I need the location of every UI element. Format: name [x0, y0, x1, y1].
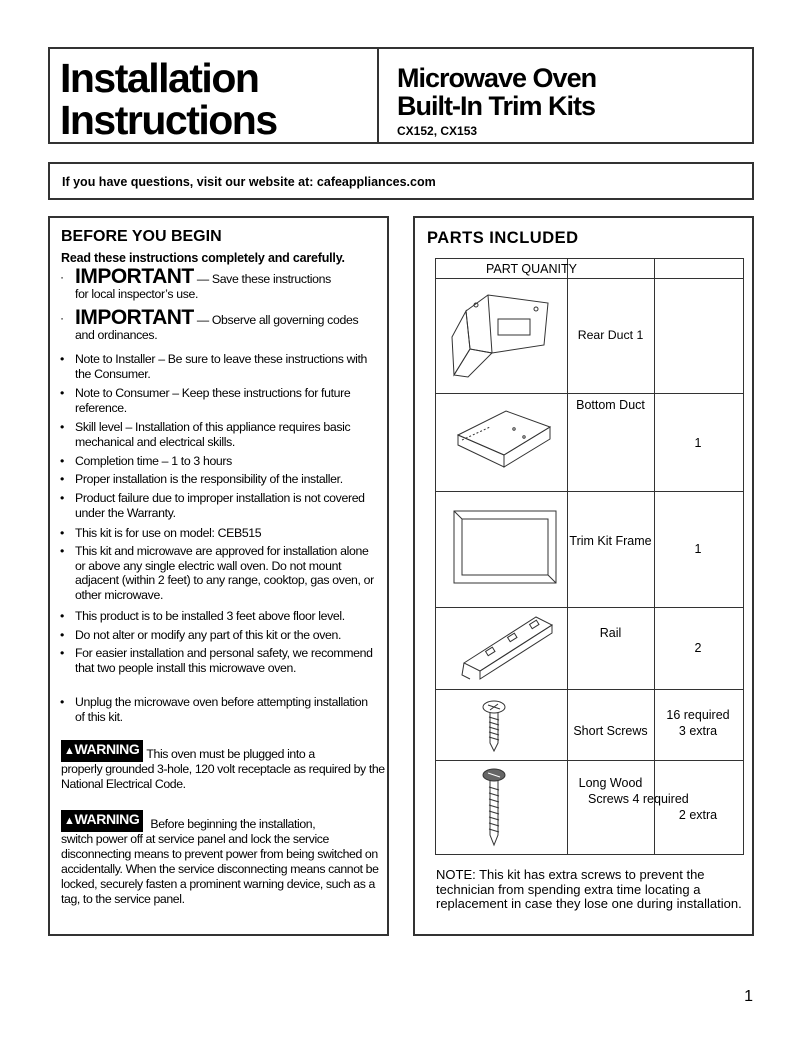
title-line-1: Installation [60, 55, 259, 101]
warning-block-1 [61, 740, 385, 792]
parts-heading: PARTS INCLUDED [427, 229, 579, 247]
part-name-line-2: Screws 4 required [588, 792, 689, 806]
important-text: — Save these instructions [193, 272, 331, 286]
before-subheading: Read these instructions completely and carefully. [61, 251, 345, 265]
bottom-duct-image [454, 407, 554, 479]
long-screw-image [480, 767, 510, 847]
warning-triangle-icon: ▲ [64, 745, 75, 757]
warning-badge: ▲WARNING [61, 810, 143, 832]
part-quantity: 2 [694, 641, 702, 655]
document-title [60, 57, 370, 141]
list-item: • This kit and microwave are approved for installation alone or above any single electric wall oven. Do not mount adjacent (within 2 feet) to any range, cooktop, gas oven, or other microwave. [60, 544, 374, 602]
part-quantity-required: 16 required [666, 708, 730, 722]
list-item: • Proper installation is the responsibility of the installer. [60, 472, 343, 486]
list-item: • Product failure due to improper installation is not covered under the Warranty. [60, 491, 365, 520]
important-item-1 [60, 265, 380, 301]
important-cont: and ordinances. [75, 327, 158, 342]
product-line-2: Built-In Trim Kits [397, 91, 595, 121]
page-number: 1 [744, 988, 753, 1005]
rear-duct-image [448, 291, 558, 379]
important-cont: for local inspector’s use. [75, 286, 199, 301]
header-divider [377, 49, 379, 142]
product-title [397, 64, 747, 138]
list-item: • This kit is for use on model: CEB515 [60, 526, 262, 540]
list-item: • Note to Installer – Be sure to leave these instructions with the Consumer. [60, 352, 368, 381]
important-word: IMPORTANT [75, 265, 194, 288]
list-item: • Do not alter or modify any part of this kit or the oven. [60, 628, 342, 642]
parts-included-panel [413, 216, 754, 936]
part-name-line-1: Long Wood [578, 776, 643, 790]
part-name: Rail [599, 626, 622, 640]
part-quantity: 2 extra [678, 808, 718, 822]
list-item: • Skill level – Installation of this appliance requires basic mechanical and electrical skills. [60, 420, 351, 449]
column-header: PART QUANITY [486, 262, 577, 276]
bullet: · [60, 311, 64, 325]
website-banner [48, 162, 754, 200]
rail-image [456, 613, 556, 685]
important-word: IMPORTANT [75, 306, 194, 329]
warning-1-rest: properly grounded 3-hole, 120 volt receptacle as required by the National Electrical Code. [61, 762, 385, 791]
list-item: • This product is to be installed 3 feet above floor level. [60, 609, 345, 623]
important-item-2 [60, 306, 380, 342]
model-numbers: CX152, CX153 [397, 124, 478, 138]
list-item: • Note to Consumer – Keep these instructions for future reference. [60, 386, 351, 415]
warning-1-first: This oven must be plugged into a [146, 747, 315, 761]
part-name: Short Screws [573, 724, 648, 738]
part-name: Trim Kit Frame [569, 534, 652, 548]
header-box [48, 47, 754, 144]
short-screw-image [480, 699, 510, 753]
warning-2-rest: switch power off at service panel and lock the service disconnecting means to prevent power from being switched on accidentally. When the service disconnecting means cannot be locked, securely fasten a prominent warning device, such as a tag, to the service panel. [61, 832, 379, 906]
before-you-begin-panel [48, 216, 389, 936]
part-name: Rear Duct 1 [577, 328, 644, 342]
title-line-2: Instructions [60, 97, 277, 143]
website-text: If you have questions, visit our website at: cafeappliances.com [62, 175, 436, 189]
warning-2-first: Before beginning the installation, [150, 817, 316, 831]
warning-block-2 [61, 810, 385, 907]
list-item: • For easier installation and personal safety, we recommend that two people install this microwave oven. [60, 646, 373, 675]
product-line-1: Microwave Oven [397, 63, 597, 93]
part-quantity: 1 [694, 436, 702, 450]
warning-triangle-icon: ▲ [64, 815, 75, 827]
list-item: • Completion time – 1 to 3 hours [60, 454, 232, 468]
bullet: · [60, 270, 64, 284]
warning-badge: ▲WARNING [61, 740, 143, 762]
important-text: — Observe all governing codes [193, 313, 359, 327]
parts-note: NOTE: This kit has extra screws to prevent the technician from spending extra time locating a replacement in case they lose one during installation. [436, 867, 742, 911]
parts-table [435, 258, 744, 855]
trim-frame-image [450, 507, 560, 587]
part-quantity-extra: 3 extra [678, 724, 718, 738]
part-quantity: 1 [694, 542, 702, 556]
before-heading: BEFORE YOU BEGIN [61, 228, 222, 245]
part-name: Bottom Duct [576, 398, 645, 412]
list-item: • Unplug the microwave oven before attempting installation of this kit. [60, 695, 368, 724]
